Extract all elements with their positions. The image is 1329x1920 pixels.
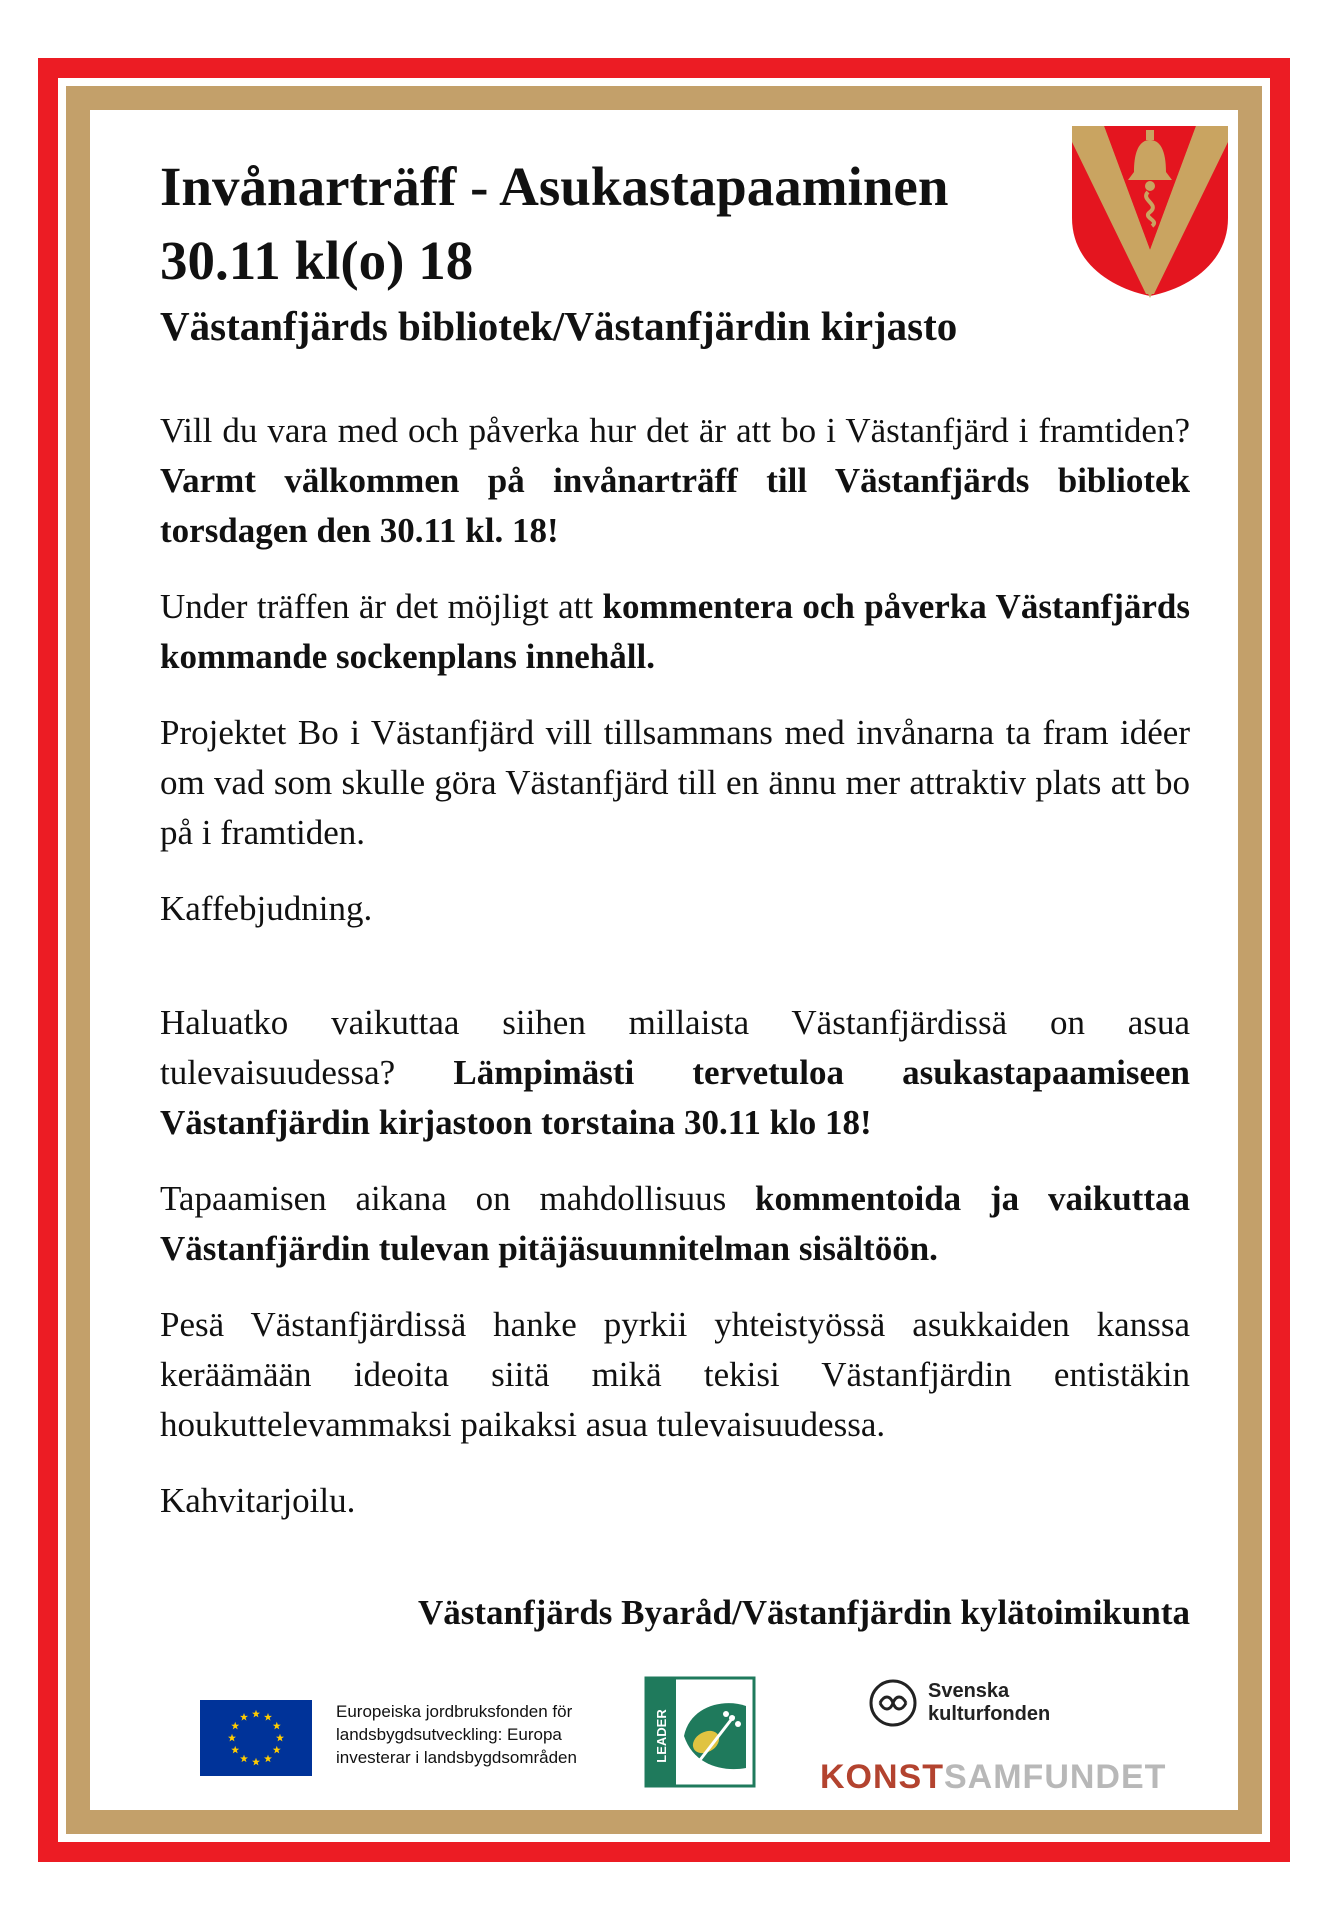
konstsamfundet-logo — [820, 1758, 1166, 1796]
konst-part-1: KONST — [820, 1758, 944, 1796]
fi-paragraph-3: Pesä Västanfjärdissä hanke pyrkii yhteistyössä asukkaiden kanssa keräämään ideoita siitä mikä tekisi Västanfjärdin entistäkin houkuttelevammaksi paikaksi asua tulevaisuudessa. — [160, 1305, 1190, 1444]
konst-part-2: SAMFUNDET — [944, 1758, 1167, 1796]
sv-paragraph-4: Kaffebjudning. — [160, 889, 373, 928]
page-title — [160, 150, 1190, 298]
sv-p2-text: Under träffen är det möjligt att — [160, 587, 603, 626]
skf-line-1: Svenska — [928, 1680, 1010, 1702]
sv-paragraph-1 — [160, 406, 1190, 556]
fi-p1-text: Haluatko vaikuttaa siihen millaista Västanfjärdissä on asua tulevaisuudessa? — [160, 1003, 1190, 1092]
kulturfonden-emblem-icon — [868, 1678, 918, 1728]
sponsor-logos — [90, 1670, 1238, 1810]
leader-logo-icon — [644, 1676, 756, 1788]
poster-content — [160, 150, 1190, 1638]
eu-text-line-1: Europeiska jordbruksfonden för — [336, 1702, 573, 1721]
fi-p2-bold: kommentoida ja vaikuttaa Västanfjärdin tulevan pitäjäsuunnitelman sisältöön. — [160, 1179, 1190, 1268]
skf-line-2: kulturfonden — [928, 1703, 1051, 1725]
sv-paragraph-3: Projektet Bo i Västanfjärd vill tillsammans med invånarna ta fram idéer om vad som skulle göra Västanfjärd till en ännu mer attraktiv plats att bo på i framtiden. — [160, 713, 1190, 852]
fi-paragraph-1 — [160, 998, 1190, 1148]
fi-p1-bold: Lämpimästi tervetuloa asukastapaamiseen Västanfjärdin kirjastoon torstaina 30.11 klo 18! — [160, 1053, 1190, 1142]
sv-p1-bold: Varmt välkommen på invånarträff till Västanfjärds bibliotek torsdagen den 30.11 kl. 18! — [160, 461, 1190, 550]
signature: Västanfjärds Byaråd/Västanfjärdin kylätoimikunta — [417, 1593, 1190, 1632]
sv-paragraph-2 — [160, 582, 1190, 682]
fi-paragraph-4: Kahvitarjoilu. — [160, 1481, 356, 1520]
eu-text-line-3: investerar i landsbygdsområden — [336, 1748, 577, 1767]
poster-panel — [90, 110, 1238, 1810]
eu-fund-text — [336, 1700, 636, 1769]
sv-p1-text: Vill du vara med och påverka hur det är att bo i Västanfjärd i framtiden? — [160, 411, 1190, 450]
fi-p2-text: Tapaamisen aikana on mahdollisuus — [160, 1179, 756, 1218]
eu-flag-icon — [200, 1700, 312, 1776]
fi-paragraph-2 — [160, 1174, 1190, 1274]
kulturfonden-text — [928, 1680, 1050, 1726]
title-line-1: Invånarträff - Asukastapaaminen — [160, 156, 949, 217]
sv-p2-bold: kommentera och påverka Västanfjärds kommande sockenplans innehåll. — [160, 587, 1190, 676]
leader-label: LEADER — [654, 1709, 669, 1763]
title-line-2: 30.11 kl(o) 18 — [160, 230, 474, 291]
eu-text-line-2: landsbygdsutveckling: Europa — [336, 1725, 562, 1744]
venue-subtitle: Västanfjärds bibliotek/Västanfjärdin kirjasto — [160, 303, 958, 349]
svenska-kulturfonden-logo — [868, 1676, 1088, 1736]
